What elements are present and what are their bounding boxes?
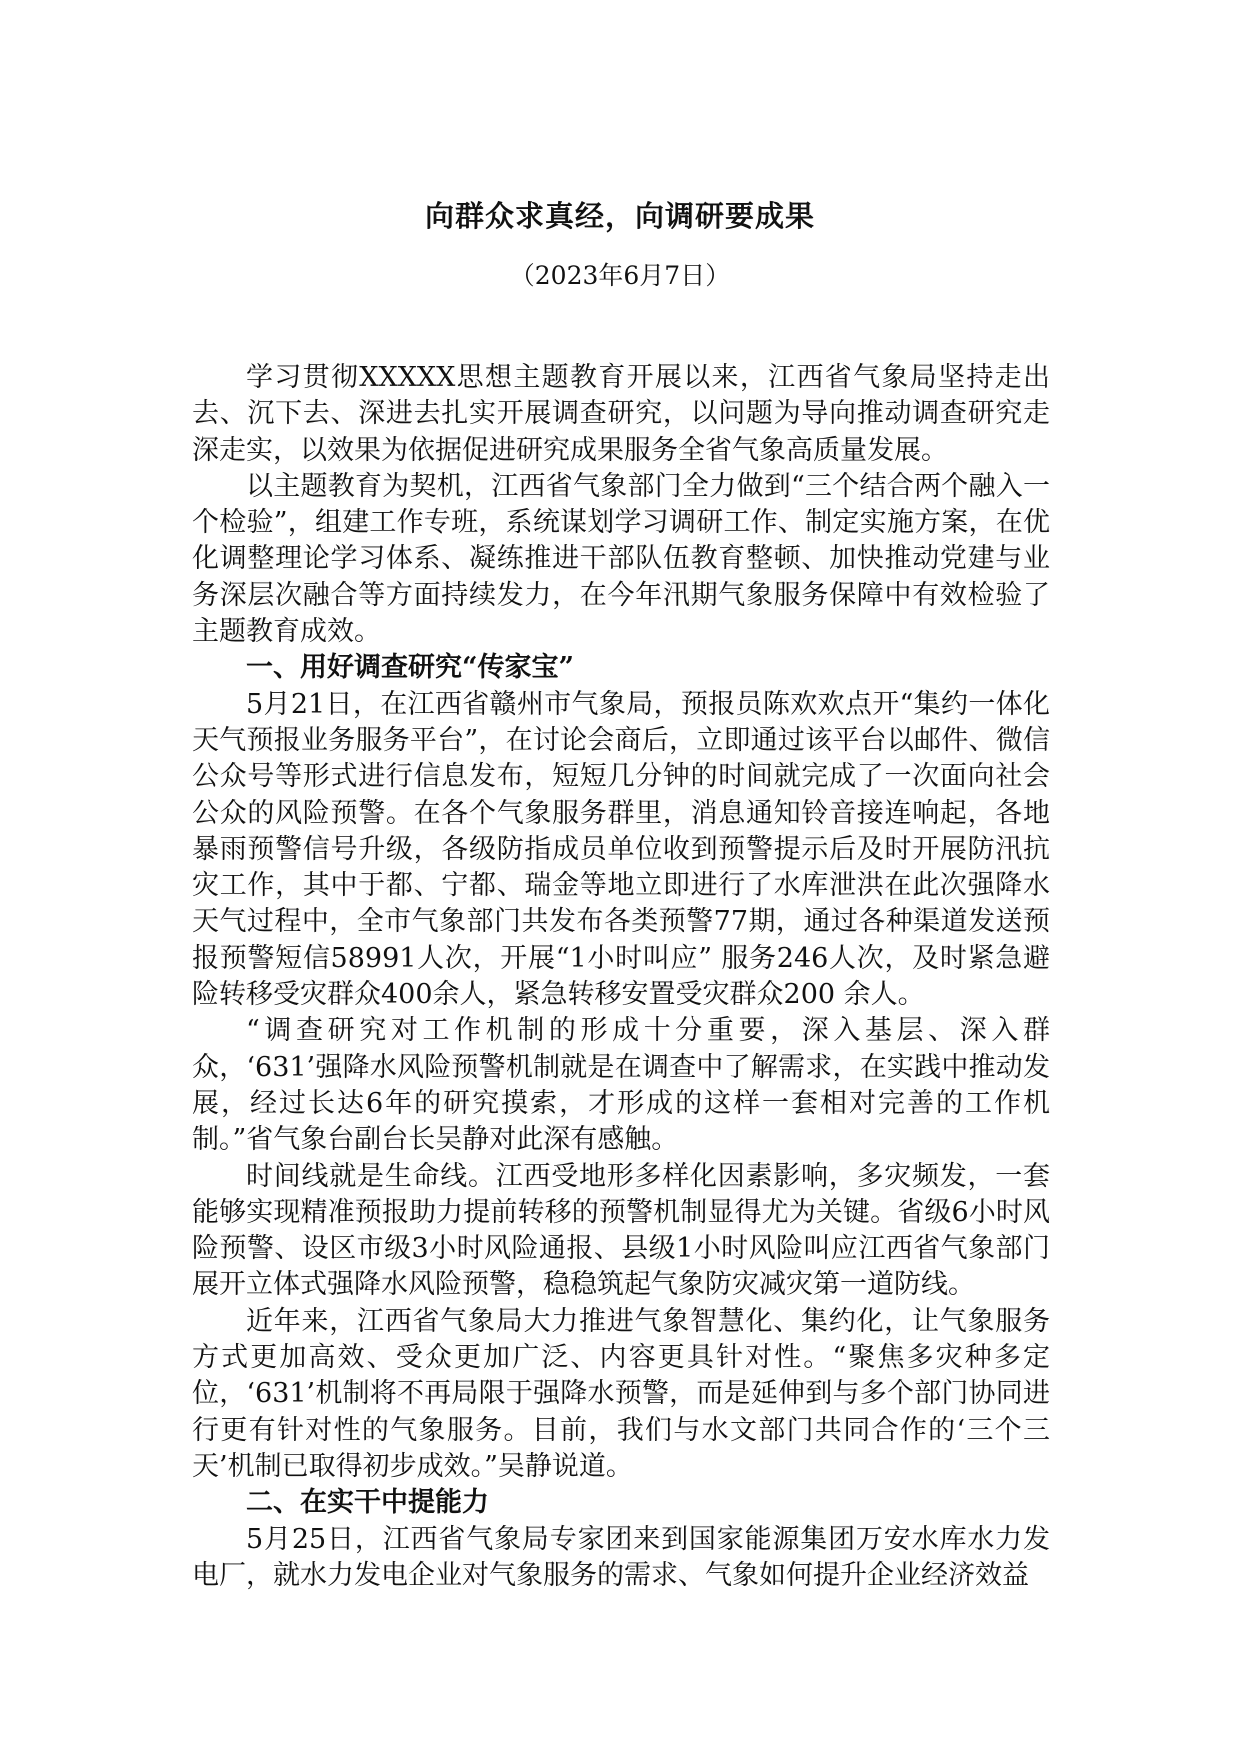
paragraph-theme-education: 以主题教育为契机，江西省气象部门全力做到“三个结合两个融入一个检验”，组建工作专班，系统谋划学习调研工作、制定实施方案，在优化调整理论学习体系、凝练推进干部队伍教育整顿、加快推动党建与业务深层次融合等方面持续发力，在今年汛期气象服务保障中有效检验了主题教育成效。 bbox=[192, 470, 1050, 648]
document-body bbox=[192, 360, 1050, 1594]
paragraph-intro: 学习贯彻XXXXX思想主题教育开展以来，江西省气象局坚持走出去、沉下去、深进去扎实开展调查研究，以问题为导向推动调查研究走深走实，以效果为依据促进研究成果服务全省气象高质量发展。 bbox=[192, 362, 1050, 466]
section-heading-2: 二、在实干中提能力 bbox=[246, 1487, 489, 1519]
paragraph-timeline: 时间线就是生命线。江西受地形多样化因素影响，多灾频发，一套能够实现精准预报助力提前转移的预警机制显得尤为关键。省级6小时风险预警、设区市级3小时风险通报、县级1小时风险叫应江西省气象部门展开立体式强降水风险预警，稳稳筑起气象防灾减灾第一道防线。 bbox=[192, 1160, 1050, 1301]
paragraph-quote-wujing: “调查研究对工作机制的形成十分重要，深入基层、深入群众，‘631’强降水风险预警机制就是在调查中了解需求，在实践中推动发展，经过长达6年的研究摸索，才形成的这样一套相对完善的工作机制。”省气象台副台长吴静对此深有感触。 bbox=[192, 1015, 1050, 1156]
paragraph-wanan-visit: 5月25日，江西省气象局专家团来到国家能源集团万安水库水力发电厂，就水力发电企业对气象服务的需求、气象如何提升企业经济效益 bbox=[192, 1523, 1050, 1591]
document-date: （2023年6月7日） bbox=[509, 261, 731, 290]
paragraph-ganzhou-warning: 5月21日，在江西省赣州市气象局，预报员陈欢欢点开“集约一体化天气预报业务服务平台”，在讨论会商后，立即通过该平台以邮件、微信公众号等形式进行信息发布，短短几分钟的时间就完成了一次面向社会公众的风险预警。在各个气象服务群里，消息通知铃音接连响起，各地暴雨预警信号升级，各级防指成员单位收到预警提示后及时开展防汛抗灾工作，其中于都、宁都、瑞金等地立即进行了水库泄洪在此次强降水天气过程中，全市气象部门共发布各类预警77期，通过各种渠道发送预报预警短信58991人次，开展“1小时叫应” 服务246人次，及时紧急避险转移受灾群众400余人，紧急转移安置受灾群众200 余人。 bbox=[192, 688, 1050, 1011]
paragraph-recent-years: 近年来，江西省气象局大力推进气象智慧化、集约化，让气象服务方式更加高效、受众更加广泛、内容更具针对性。“聚焦多灾种多定位，‘631’机制将不再局限于强降水预警，而是延伸到与多个部门协同进行更有针对性的气象服务。目前，我们与水文部门共同合作的‘三个三天’机制已取得初步成效。”吴静说道。 bbox=[192, 1305, 1050, 1482]
document-title: 向群众求真经，向调研要成果 bbox=[424, 199, 815, 233]
section-heading-1: 一、用好调查研究“传家宝” bbox=[246, 652, 575, 684]
